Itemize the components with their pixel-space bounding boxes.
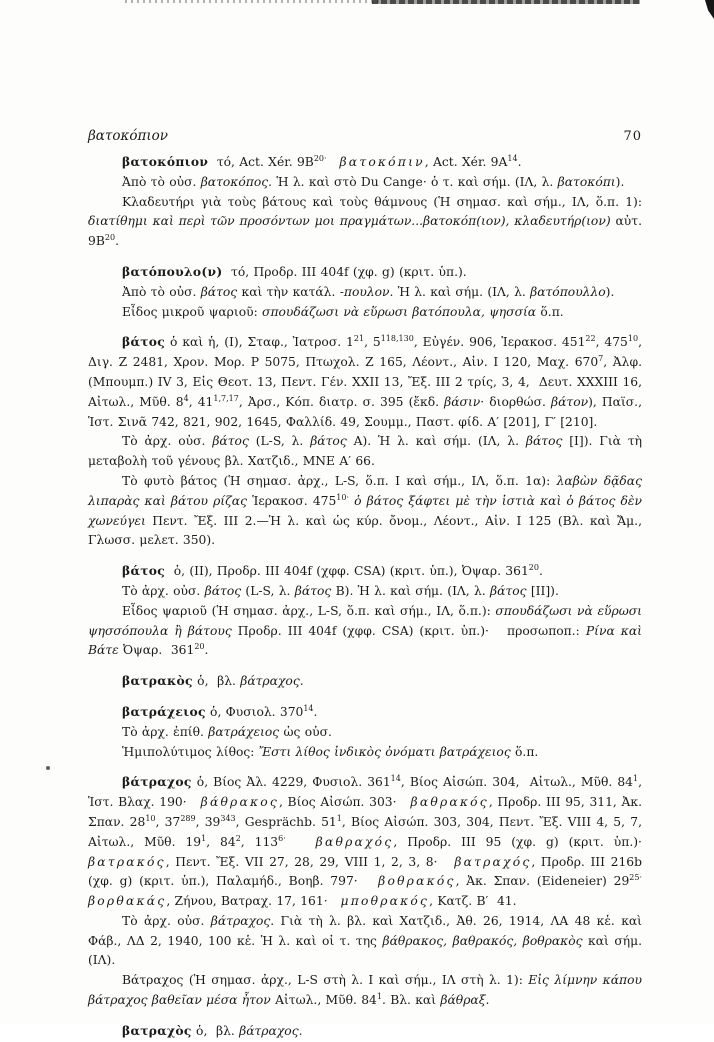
text-run: ). <box>605 284 615 299</box>
dictionary-paragraph <box>88 582 642 602</box>
dictionary-paragraph <box>88 723 642 743</box>
text-run: . <box>517 155 522 169</box>
text-run: βάσιν· <box>444 394 485 409</box>
text-run: βάτος <box>212 434 249 449</box>
dictionary-paragraph <box>88 971 647 1011</box>
text-run: Ἡμιπολύτιμος λίθος: <box>122 744 259 759</box>
text-run: βάτραχος <box>210 913 271 928</box>
text-run: 14 <box>507 153 518 163</box>
dictionary-paragraph <box>88 602 647 661</box>
headword: βατράχειος <box>122 703 206 719</box>
text-run: Αἰτωλ., Μῦθ. 84 <box>270 993 377 1008</box>
text-run: λαβὼν δᾷδας λιπαρὰς καὶ βάτου ρίζας <box>88 473 647 508</box>
dictionary-paragraph <box>88 1021 642 1042</box>
headword: βάτος <box>122 334 166 350</box>
text-run: 1 <box>376 991 382 1001</box>
text-run: [Ι]). Γιὰ τὴ μεταβολὴ τοῦ γένους βλ. Χατζιδ., ΜΝΕ Α′ 66. <box>88 434 647 469</box>
text-run: 21 <box>353 334 365 344</box>
text-run: . <box>299 674 304 689</box>
text-run: ὁ, βλ. <box>191 1023 240 1038</box>
dictionary-paragraph <box>88 303 642 323</box>
text-run: βατραχός <box>454 854 532 869</box>
text-run: Τὸ ἀρχ. οὐσ. <box>122 583 205 598</box>
text-run: . Βλ. καὶ <box>381 993 441 1008</box>
dictionary-paragraph <box>88 671 642 692</box>
text-run: Ἔστι λίθος ἰνδικὸς ὀνόματι βατράχειος <box>258 744 511 759</box>
text-run: βάτος <box>204 583 242 598</box>
dictionary-paragraph <box>88 912 647 971</box>
text-run <box>286 835 316 849</box>
dictionary-paragraph <box>88 772 655 912</box>
text-run: . <box>313 704 318 719</box>
text-run: 20 <box>528 563 539 573</box>
text-run: βατρακός <box>88 854 166 869</box>
text-run: βατόπουλλο <box>530 284 606 299</box>
text-run: , 84 <box>206 834 236 849</box>
text-run: Ἀπὸ τὸ οὐσ. <box>122 174 201 189</box>
text-run: καὶ τὴν κατάλ. <box>237 284 340 299</box>
text-run: 10· <box>336 492 350 502</box>
text-run: . <box>204 643 209 658</box>
dictionary-paragraph <box>88 472 647 551</box>
text-run: Βάτραχος (Ἡ σημασ. ἀρχ., L-S στὴ λ. Ι καὶ σήμ., ΙΛ στὴ λ. 1): <box>122 973 529 988</box>
headword: βατρακὸς <box>122 673 193 689</box>
text-run: Α). Ἡ λ. καὶ σήμ. (ΙΛ, λ. <box>346 434 526 449</box>
text-run: βάτραχος <box>239 1023 299 1038</box>
text-run: 20 <box>194 642 205 652</box>
text-run: διορθώσ. <box>484 394 551 409</box>
scan-edge-artifact <box>125 0 380 3</box>
text-run: βατοκόπιν <box>339 155 425 169</box>
dictionary-paragraph <box>88 743 642 763</box>
text-run: Προδρ. III 404f (χφφ. CSA) (κριτ. ὑπ.)· προσωποπ.: <box>231 623 586 638</box>
text-run: Εἰς λίμνην κάπου βάτραχος βαθεῖαν μέσα ἦτον <box>88 973 647 1008</box>
text-run: Εἶδος μικροῦ ψαριοῦ: <box>122 304 263 319</box>
dictionary-paragraph <box>88 193 647 252</box>
text-run: , 113 <box>240 834 279 849</box>
text-run: 6· <box>278 833 286 843</box>
text-run: βορθακάς <box>88 894 167 909</box>
headword: βάτος <box>122 563 166 579</box>
text-run: [ΙΙ]). <box>526 583 559 598</box>
text-run: 1 <box>201 833 207 843</box>
text-run: βάτος <box>490 583 527 598</box>
dictionary-entry <box>88 671 642 692</box>
text-run: Κλαδευτήρι γιὰ τοὺς βάτους καὶ τοὺς θάμνους (Ἡ σημασ. καὶ σήμ., ΙΛ, ὅ.π. 1): <box>122 194 647 209</box>
text-run: , Διγ. Ζ 2481, Χρον. Μορ. Ρ 5075, Πτωχολ. Ζ 165, Λέοντ., Αἰν. Ι 120, Μαχ. 670 <box>88 335 647 370</box>
text-run: βάτραχος <box>240 674 300 689</box>
text-run: τό, Προδρ. III 404f (χφ. g) (κριτ. ὑπ.). <box>222 264 467 279</box>
text-run: , Act. Xér. 9A <box>424 155 508 169</box>
page-header <box>88 128 642 144</box>
text-run: , 37 <box>155 814 181 829</box>
text-run: Ἀπὸ τὸ οὐσ. <box>122 284 201 299</box>
text-run: , Ἀρσ., Κόπ. διατρ. σ. 395 (ἔκδ. <box>238 394 445 409</box>
headword: βατραχὸς <box>122 1022 192 1038</box>
text-run: 14 <box>303 703 314 713</box>
text-run: ὁ, Φυσιολ. 370 <box>205 704 304 719</box>
text-run <box>642 874 655 888</box>
dictionary-paragraph <box>88 332 647 432</box>
text-run: , 475 <box>595 335 628 350</box>
text-run: (L-S, λ. <box>248 434 311 449</box>
text-run: 20 <box>104 233 116 243</box>
dictionary-paragraph <box>88 283 642 303</box>
text-block <box>88 128 655 1042</box>
dictionary-paragraph <box>88 702 642 723</box>
headword: βατόπουλο(ν) <box>122 263 223 279</box>
text-run: καὶ σήμ. (ΙΛ). <box>88 933 647 968</box>
text-run: 10 <box>627 334 639 344</box>
text-run: αὐτ. 9Β <box>88 214 647 249</box>
text-run: Ὀψαρ. 361 <box>118 643 195 658</box>
dictionary-paragraph <box>88 152 642 173</box>
text-run: σπουδάζωσι νὰ εὕρωσι ψησσόπουλα ἢ βάτους <box>88 603 647 638</box>
text-run: , Βίος Αἰσώπ. 303, 304, Πεντ. Ἔξ. VIII 4, 5, 7, Αἰτωλ., Μῦθ. 19 <box>88 814 647 849</box>
text-run: Τὸ φυτὸ βάτος (Ἡ σημασ. ἀρχ., L-S, ὅ.π. Ι καὶ σήμ., ΙΛ, ὅ.π. 1α): <box>122 473 557 488</box>
text-run: , Πεντ. Ἔξ. VII 27, 28, 29, VIII 1, 2, 3, 8· <box>165 854 455 869</box>
text-run: ), Παϊσ., Ἱστ. Σινᾶ 742, 821, 902, 1645, Φαλλίδ. 49, Σουμμ., Παστ. φίδ. Α′ [201], Γ′ [210]. <box>88 394 647 429</box>
margin-speck <box>46 766 50 770</box>
text-run: 20· <box>313 153 327 163</box>
text-run: . Ἡ λ. καὶ στὸ Du Cange· ὁ τ. καὶ σήμ. (ΙΛ, λ. <box>268 174 558 189</box>
scan-corner-mark <box>705 0 714 19</box>
text-run: , Ζήνου, Βατραχ. 17, 161· <box>166 894 341 909</box>
text-run: Πεντ. Ἔξ. III 2.—Ἡ λ. καὶ ὡς κύρ. ὄνομ., Λέοντ., Αἰν. Ι 125 (Βλ. καὶ Ἄμ., Γλωσσ. μελετ. 350). <box>88 513 647 548</box>
text-run: βοθρακός <box>378 874 456 889</box>
dictionary-entry <box>88 772 655 1011</box>
text-run: ὁ, βλ. <box>192 674 241 689</box>
text-run: , 5 <box>364 335 381 350</box>
dictionary-paragraph <box>88 432 647 472</box>
dictionary-entry <box>88 152 647 252</box>
text-run: 2 <box>235 833 241 843</box>
text-run: , Ἀλφ. (Μπουμπ.) IV 3, Εἰς Θεοτ. 13, Πεντ. Γέν. XXII 13, Ἔξ. III 2 τρίς, 3, 4, Δευτ. XXXIII 16, Αἰτωλ., Μῦθ. 8 <box>88 355 647 409</box>
page-body <box>88 152 655 1042</box>
text-run: βάτος <box>294 583 332 598</box>
text-run: ὅ.π. <box>510 744 539 759</box>
text-run: τό, Act. Xér. 9B <box>208 155 314 169</box>
text-run: βαθρακός <box>410 795 489 810</box>
text-run: βάτος <box>310 434 347 449</box>
text-run: Τὸ ἀρχ. οὐσ. <box>122 913 211 928</box>
text-run: ὡς οὐσ. <box>279 724 332 739</box>
text-run: , Προδρ. III 95, 311, Ἀκ. Σπαν. 28 <box>88 795 647 829</box>
text-run: , Κατζ. Β′ 41. <box>429 894 517 909</box>
text-run: Εἶδος ψαριοῦ (Ἡ σημασ. ἀρχ., L-S, ὅ.π. καὶ σήμ., ΙΛ, ὅ.π.): <box>122 603 496 618</box>
scan-edge-artifact-dark <box>372 0 640 4</box>
text-run: βάτος <box>525 434 563 449</box>
text-run: , Προδρ. III 95 (χφ. g) (κριτ. ὑπ.)· <box>393 834 655 849</box>
dictionary-entry <box>88 262 642 322</box>
text-run: 343 <box>220 813 236 823</box>
text-run: . Γιὰ τὴ λ. βλ. καὶ Χατζιδ., Ἀθ. 26, 1914, ΛΑ 48 κἑ. καὶ Φάβ., ΛΔ 2, 1940, 100 κἑ. Ἡ λ. καὶ οἱ τ. της <box>88 913 647 948</box>
text-run: ὁ, (ΙΙ), Προδρ. III 404f (χφφ. CSA) (κριτ. ὑπ.), Ὀψαρ. 361 <box>165 564 529 579</box>
text-run: 289 <box>180 813 196 823</box>
text-run: ὁ, Βίος Ἀλ. 4229, Φυσιολ. 361 <box>191 775 391 790</box>
text-run: -πουλον <box>339 284 390 299</box>
text-run: 7 <box>598 354 604 364</box>
text-run: ὁ βάτος ξάφτει μὲ τὴν ἱστιὰ καὶ ὁ βάτος δὲν χωνεύγει <box>88 493 647 528</box>
text-run: 4 <box>183 393 189 403</box>
text-run: βατοκόπι <box>557 174 616 189</box>
page-number: 70 <box>623 129 642 144</box>
text-run: μποθρακός <box>340 894 430 909</box>
text-run <box>327 155 340 169</box>
text-run: 14 <box>390 774 401 784</box>
text-run: (L-S, λ. <box>241 583 295 598</box>
text-run: , Προδρ. III 216b (χφ. g) (κριτ. ὑπ.), Παλαμήδ., Βοηβ. 797· <box>88 854 647 889</box>
text-run: 1,7,17 <box>213 393 239 403</box>
dictionary-entry <box>88 702 642 762</box>
text-run: σπουδάζωσι νὰ εὕρωσι βατόπουλα, ψησσία <box>262 304 537 319</box>
text-run: , Εὐγέν. 906, Ἱερακοσ. 451 <box>413 335 586 350</box>
text-run: βάθρακος <box>200 795 279 810</box>
text-run: βατράχειος <box>208 724 280 739</box>
text-run: 22 <box>585 334 596 344</box>
text-run: Τὸ ἀρχ. ἐπίθ. <box>122 724 209 739</box>
text-run: . <box>115 234 119 249</box>
text-run: . <box>538 564 543 579</box>
text-run: 25· <box>629 873 643 883</box>
text-run: βάθραξ <box>440 993 486 1008</box>
text-run: , Βίος Αἰσώπ. 304, Αἰτωλ., Μῦθ. 84 <box>400 775 633 790</box>
text-run: . <box>485 993 490 1008</box>
dictionary-paragraph <box>88 561 642 582</box>
headword: βατοκόπιον <box>122 154 209 169</box>
running-title: βατοκόπιον <box>88 128 168 144</box>
dictionary-entry <box>88 332 647 551</box>
dictionary-entry <box>88 561 647 661</box>
text-run: 118,130 <box>380 334 414 344</box>
text-run: , Gesprächb. 51 <box>235 814 337 829</box>
text-run: . <box>298 1023 303 1038</box>
text-run: βάτος <box>200 284 238 299</box>
text-run: Ρίνα καὶ Βάτε <box>88 623 647 658</box>
dictionary-paragraph <box>88 173 642 193</box>
text-run: βαθραχός <box>315 834 394 849</box>
text-run: Τὸ ἀρχ. οὐσ. <box>122 434 213 449</box>
text-run: ὅ.π. <box>536 304 564 319</box>
text-run: διατίθημι καὶ περὶ τῶν προσόντων μοι πραγμάτων...βατοκόπ(ιον), κλαδευτήρ(ιον) <box>88 214 611 229</box>
text-run: , Ἱστ. Βλαχ. 190· <box>88 775 647 810</box>
text-run: 1 <box>336 813 342 823</box>
text-run: ). <box>615 174 625 189</box>
text-run: . Ἡ λ. καὶ σήμ. (ΙΛ, λ. <box>389 284 531 299</box>
text-run: 10 <box>145 813 156 823</box>
dictionary-paragraph <box>88 262 642 283</box>
text-run: βατοκόπος <box>200 174 269 189</box>
text-run: , Βίος Αἰσώπ. 303· <box>278 795 411 810</box>
text-run: , Ἀκ. Σπαν. (Eideneier) 29 <box>455 874 630 889</box>
text-run: βάτον <box>551 394 589 409</box>
text-run: 1 <box>632 774 639 784</box>
text-run: , 39 <box>195 814 221 829</box>
headword: βάτραχος <box>122 774 192 790</box>
text-run: , 41 <box>188 394 214 409</box>
text-run: βάθρακος, βαθρακός, βοθρακὸς <box>382 933 583 948</box>
text-run: Ἱερακοσ. 475 <box>246 493 337 508</box>
text-run: ὁ καὶ ἡ, (Ι), Σταφ., Ἰατροσ. 1 <box>165 335 354 350</box>
text-run: Β). Ἡ λ. καὶ σήμ. (ΙΛ, λ. <box>331 583 491 598</box>
dictionary-entry <box>88 1021 642 1042</box>
